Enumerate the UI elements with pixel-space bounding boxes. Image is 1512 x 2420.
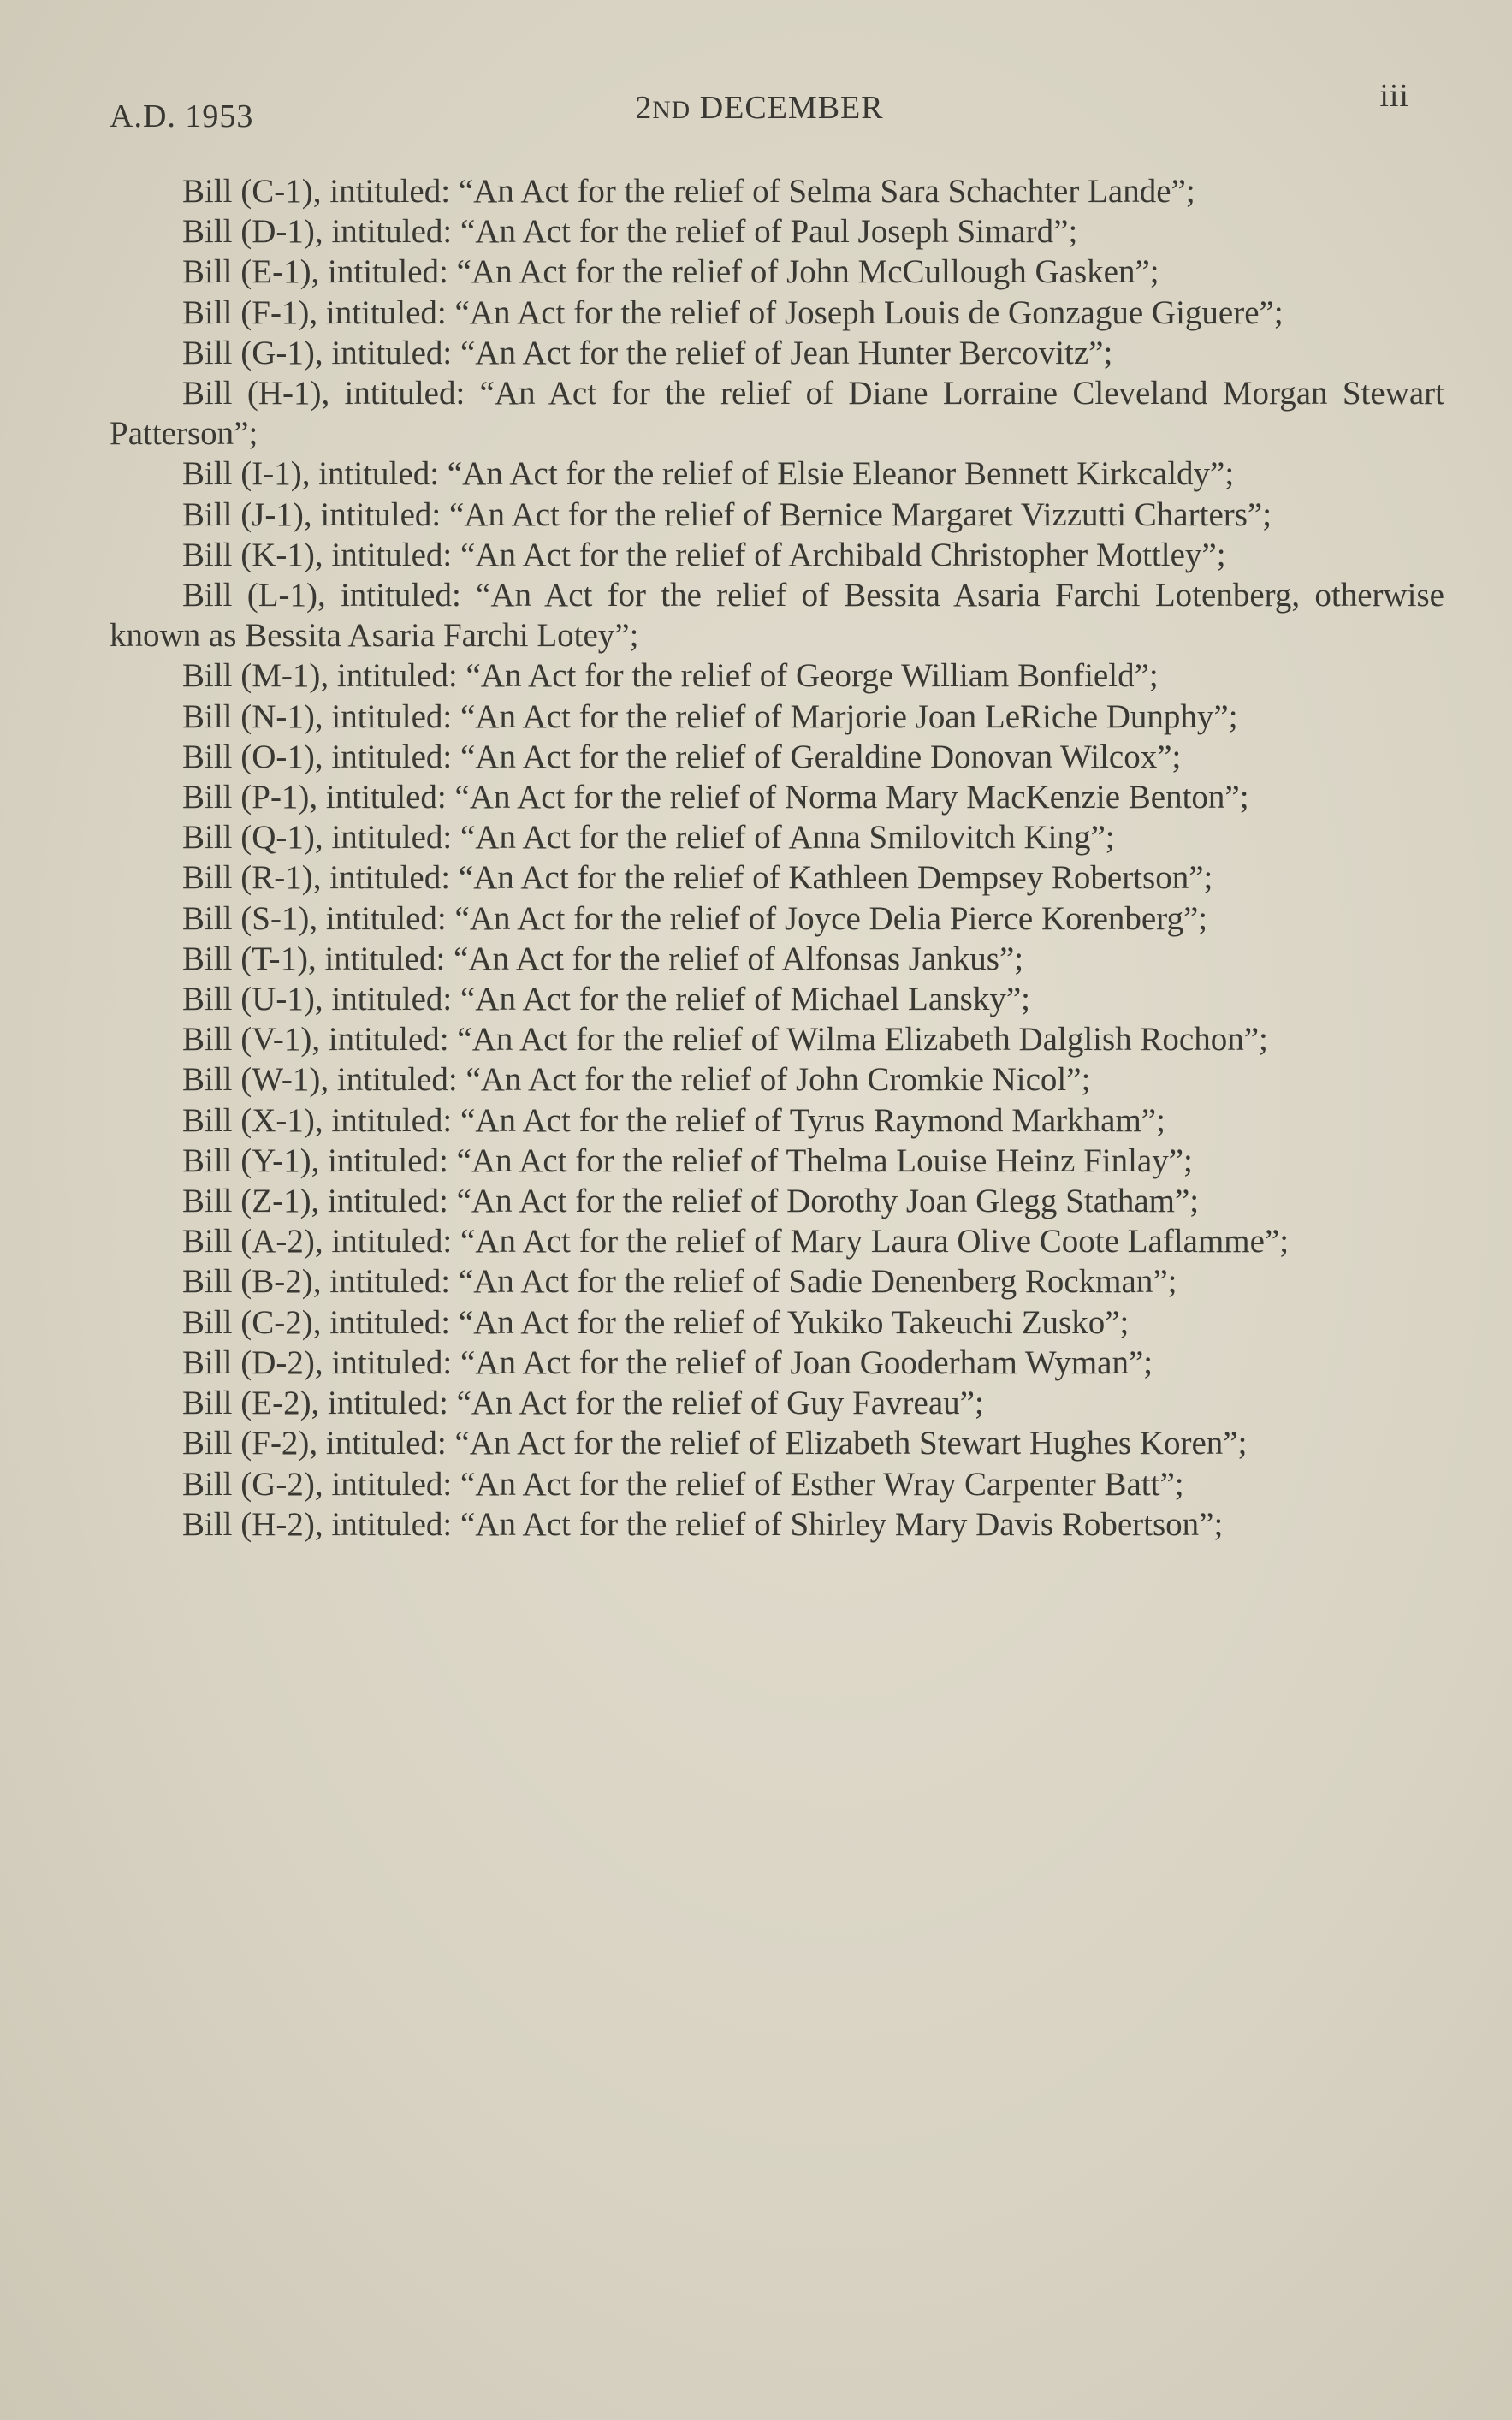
bill-list <box>110 171 1444 1545</box>
bill-entry: Bill (Y-1), intituled: “An Act for the relief of Thelma Louise Heinz Finlay”; <box>182 1142 1193 1179</box>
bill-entry: Bill (H-2), intituled: “An Act for the relief of Shirley Mary Davis Robertson”; <box>182 1505 1224 1543</box>
bill-entry: Bill (U-1), intituled: “An Act for the relief of Michael Lansky”; <box>182 981 1030 1018</box>
bill-entry: Bill (V-1), intituled: “An Act for the relief of Wilma Elizabeth Dalglish Rochon”; <box>182 1021 1268 1059</box>
bill-entry: Bill (W-1), intituled: “An Act for the relief of John Cromkie Nicol”; <box>182 1061 1091 1099</box>
bill-entry: Bill (B-2), intituled: “An Act for the relief of Sadie Denenberg Rockman”; <box>182 1263 1177 1301</box>
bill-entry: Bill (C-2), intituled: “An Act for the relief of Yukiko Takeuchi Zusko”; <box>182 1303 1130 1341</box>
header-date: 2ND DECEMBER <box>635 90 884 126</box>
page-number: iii <box>1379 78 1409 114</box>
bill-entry: Bill (X-1), intituled: “An Act for the relief of Tyrus Raymond Markham”; <box>182 1101 1165 1139</box>
bill-entry: Bill (E-2), intituled: “An Act for the relief of Guy Favreau”; <box>182 1385 984 1422</box>
bill-entry: Bill (P-1), intituled: “An Act for the relief of Norma Mary MacKenzie Benton”; <box>182 779 1249 816</box>
bill-entry: Bill (I-1), intituled: “An Act for the relief of Elsie Eleanor Bennett Kirkcaldy”; <box>182 455 1235 493</box>
bill-entry: Bill (M-1), intituled: “An Act for the relief of George William Bonfield”; <box>182 657 1159 695</box>
bill-entry: Bill (F-2), intituled: “An Act for the relief of Elizabeth Stewart Hughes Koren”; <box>182 1425 1248 1462</box>
bill-entry: Bill (F-1), intituled: “An Act for the relief of Joseph Louis de Gonzague Giguere”; <box>182 294 1284 331</box>
bill-entry: Bill (R-1), intituled: “An Act for the relief of Kathleen Dempsey Robertson”; <box>182 859 1213 897</box>
bill-entry: Bill (O-1), intituled: “An Act for the relief of Geraldine Donovan Wilcox”; <box>182 738 1182 775</box>
bill-entry: Bill (E-1), intituled: “An Act for the relief of John McCullough Gasken”; <box>182 253 1159 291</box>
bill-entry: Bill (C-1), intituled: “An Act for the relief of Selma Sara Schachter Lande”; <box>182 173 1195 210</box>
bill-entry: Bill (J-1), intituled: “An Act for the relief of Bernice Margaret Vizzutti Charters”; <box>182 495 1272 533</box>
bill-entry: Bill (G-2), intituled: “An Act for the relief of Esther Wray Carpenter Batt”; <box>182 1465 1184 1503</box>
bill-entry: Bill (L-1), intituled: “An Act for the relief of Bessita Asaria Farchi Lotenberg, otherwise known as Bessita Asaria Farchi Lotey”; <box>110 577 1444 655</box>
bill-entry: Bill (K-1), intituled: “An Act for the relief of Archibald Christopher Mottley”; <box>182 536 1226 573</box>
bill-entry: Bill (Z-1), intituled: “An Act for the relief of Dorothy Joan Glegg Statham”; <box>182 1183 1200 1220</box>
bill-entry: Bill (A-2), intituled: “An Act for the relief of Mary Laura Olive Coote Laflamme”; <box>182 1223 1290 1260</box>
bill-entry: Bill (T-1), intituled: “An Act for the relief of Alfonsas Jankus”; <box>182 940 1024 977</box>
page-header <box>110 78 1409 145</box>
bill-entry: Bill (S-1), intituled: “An Act for the relief of Joyce Delia Pierce Korenberg”; <box>182 899 1208 937</box>
bill-entry: Bill (N-1), intituled: “An Act for the relief of Marjorie Joan LeRiche Dunphy”; <box>182 697 1238 735</box>
bill-entry: Bill (Q-1), intituled: “An Act for the relief of Anna Smilovitch King”; <box>182 819 1115 857</box>
bill-entry: Bill (H-1), intituled: “An Act for the relief of Diane Lorraine Cleveland Morgan Stewart Patterson”; <box>110 375 1444 453</box>
bill-entry: Bill (D-1), intituled: “An Act for the relief of Paul Joseph Simard”; <box>182 213 1078 251</box>
bill-entry: Bill (G-1), intituled: “An Act for the relief of Jean Hunter Bercovitz”; <box>182 334 1113 371</box>
bill-entry: Bill (D-2), intituled: “An Act for the relief of Joan Gooderham Wyman”; <box>182 1343 1153 1381</box>
header-year: A.D. 1953 <box>110 98 254 134</box>
